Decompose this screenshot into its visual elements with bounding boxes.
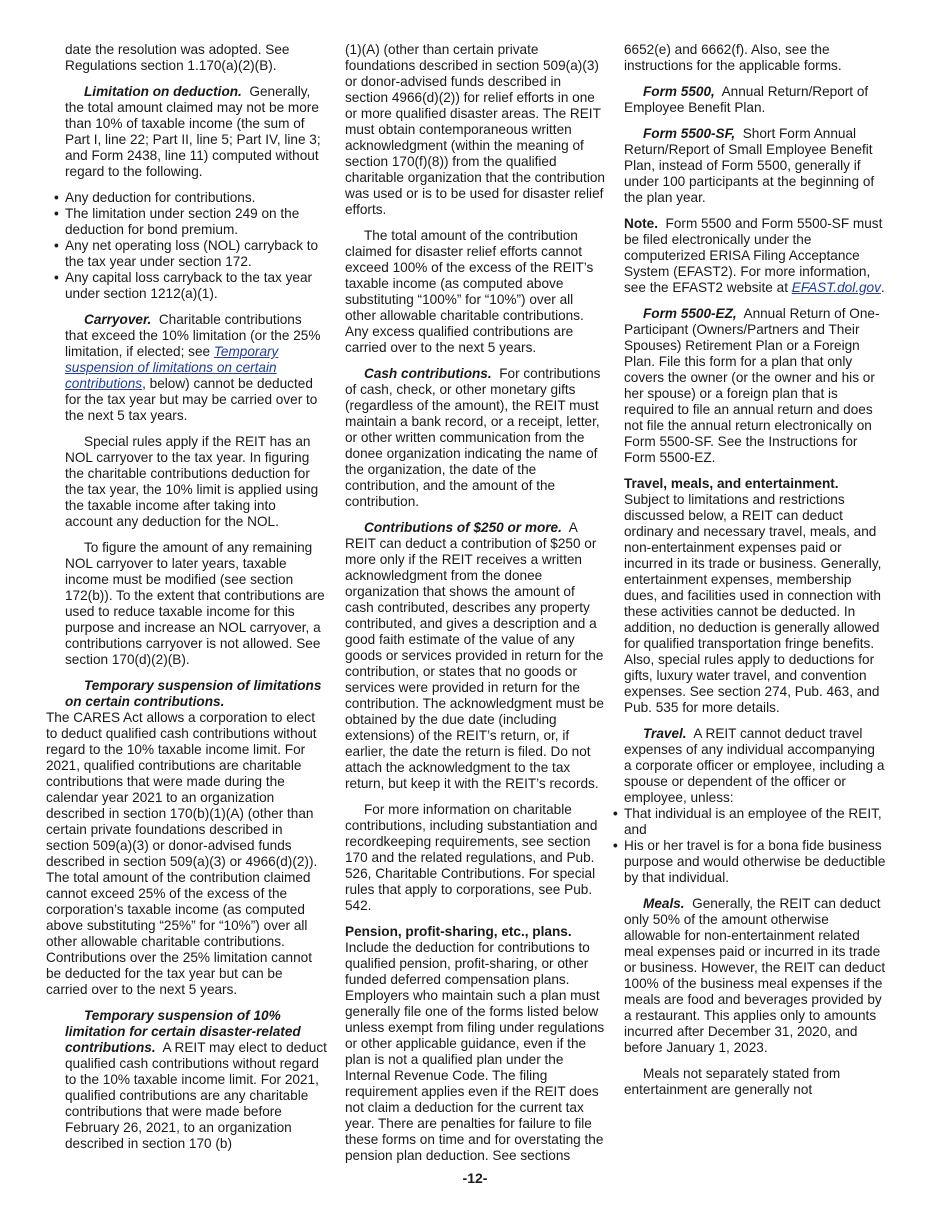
section-heading: Travel, meals, and entertainment. [624,476,839,491]
run-in-heading: Meals. [643,896,685,911]
paragraph: Meals not separately stated from entertainment are generally not [624,1066,841,1097]
run-in-heading: Travel. [643,726,687,741]
list-item [54,190,327,206]
paragraph-text: Charitable contributions that exceed the 10% limitation (or the 25% limitation, if elected; see [65,312,321,359]
list-item-text: Any capital loss carryback to the tax year under section 1212(a)(1). [65,270,313,301]
paragraph-text: Annual Return of One-Participant (Owners/Partners and Their Spouses) Retirement Plan or a Foreign Plan. File this form for a plan that only covers the owner (or the owner and his or her spouse) or a foreign plan that is required to file an annual return and does not file the annual return electronically on Form 5500-SF. See the Instructions for Form 5500-EZ. [624,306,880,465]
paragraph-text: Generally, the REIT can deduct only 50% of the amount otherwise allowable for non-entertainment related meal expenses paid or incurred in its trade or business. However, the REIT can deduct 100% of the business meal expenses if the meals are food and beverages provided by a restaurant. This applies only to amounts incurred after December 31, 2020, and before January 1, 2023. [624,896,886,1055]
run-in-heading: Carryover. [84,312,152,327]
efast-link[interactable]: EFAST.dol.gov [791,280,881,295]
paragraph: The total amount of the contribution claimed for disaster relief efforts cannot exceed 100% of the excess of the REIT’s taxable income (as computed above substituting “100%” for “10%”) over all other allowable charitable contributions. Any excess qualified contributions are carried over to the next 5 years. [345,228,594,355]
note-label: Note. [624,216,658,231]
paragraph-text: The CARES Act allows a corporation to elect to deduct qualified cash contributions without regard to the 10% taxable income limit. For 2021, qualified contributions are charitable contributions that were made during the calendar year 2021 to an organization described in section 170(b)(1)(A) (other than certain private foundations described in section 509(a)(3) or donor-advised funds described in section 509(a)(3) or 4966(d)(2)). The total amount of the contribution claimed cannot exceed 25% of the excess of the corporation’s taxable income (as computed above substituting “25%” for “10%”) over all other allowable charitable contributions. Contributions over the 25% limitation cannot be deducted for the tax year but can be carried over to the next 5 years. [46,710,318,997]
paragraph: (1)(A) (other than certain private foundations described in section 509(a)(3) or donor-advised funds described in section 4966(d)(2)) for relief efforts in one or more qualified disaster areas. The REIT must obtain contemporaneous written acknowledgment (within the meaning of section 170(f)(8)) from the qualified charitable organization that the contribution was used or is to be used for disaster relief efforts. [345,42,605,217]
list-item [613,806,886,838]
cash-contributions-paragraph [345,366,607,510]
bullet-icon: • [54,238,59,253]
column-3 [613,42,886,1108]
limitation-paragraph [65,84,327,180]
bullet-list [54,190,327,302]
paragraph-text: Form 5500 and Form 5500-SF must be filed electronically under the computerized ERISA Filing Acceptance System (EFAST2). For more information, see the EFAST2 website at [624,216,883,295]
list-item-text: That individual is an employee of the REIT, and [624,806,882,837]
bullet-icon: • [54,206,59,221]
travel-meals-paragraph [624,476,886,716]
paragraph-text: A REIT cannot deduct travel expenses of any individual accompanying a corporate officer or employee, including a spouse or dependent of the officer or employee, unless: [624,726,885,805]
run-in-heading: Form 5500-SF, [643,126,736,141]
paragraph-text: Annual Return/Report of Employee Benefit Plan. [624,84,869,115]
column-1 [46,42,327,1162]
run-in-heading: Temporary suspension of 10% limitation for certain disaster-related contributions. [65,1008,301,1055]
run-in-heading: Form 5500, [643,84,715,99]
list-item [54,270,327,302]
carryover-paragraph [65,312,327,424]
paragraph-text: . [880,280,885,295]
bullet-icon: • [54,270,59,285]
paragraph-text: A REIT can deduct a contribution of $250 or more only if the REIT receives a written acknowledgment from the donee organization that shows the amount of cash contributed, describes any property contributed, and gives a description and a good faith estimate of the value of any goods or services provided in return for the contribution, or states that no goods or services were provided in return for the contribution. The acknowledgment must be obtained by the due date (including extensions) of the REIT’s return, or, if earlier, the date the return is filed. Do not attach the acknowledgment to the tax return, but keep it with the REIT’s records. [345,520,604,791]
pension-paragraph [345,924,607,1164]
run-in-heading: Limitation on deduction. [84,84,242,99]
paragraph: date the resolution was adopted. See Regulations section 1.170(a)(2)(B). [65,42,290,73]
temporary-suspension-link[interactable]: Temporary suspension of limitations on certain contributions [65,344,279,391]
paragraph-text: Short Form Annual Return/Report of Small Employee Benefit Plan, instead of Form 5500, generally if under 100 participants at the beginning of the plan year. [624,126,875,205]
paragraph-text: , below) cannot be deducted for the tax year but may be carried over to the next 5 tax years. [65,376,318,423]
run-in-heading: Cash contributions. [364,366,492,381]
run-in-heading: Contributions of $250 or more. [364,520,562,535]
section-heading: Pension, profit-sharing, etc., plans. [345,924,572,939]
form-5500-paragraph [624,84,886,116]
meals-paragraph [624,896,886,1056]
list-item [54,206,327,238]
paragraph-text: For contributions of cash, check, or other monetary gifts (regardless of the amount), the REIT must maintain a bank record, or a receipt, letter, or other written communication from the donee organization indicating the name of the organization, the date of the contribution, and the amount of the contribution. [345,366,601,509]
list-item-text: His or her travel is for a bona fide business purpose and would otherwise be deductible by that individual. [624,838,886,885]
paragraph: Special rules apply if the REIT has an NOL carryover to the tax year. In figuring the charitable contributions deduction for the tax year, the 10% limit is applied using the taxable income after taking into account any deduction for the NOL. [65,434,319,529]
paragraph-text: Generally, the total amount claimed may not be more than 10% of taxable income (the sum of Part I, line 22; Part II, line 5; Part IV, line 3; and Form 2438, line 11) computed without regard to the following. [65,84,321,179]
paragraph-text: A REIT may elect to deduct qualified cash contributions without regard to the 10% taxable income limit. For 2021, qualified contributions are any charitable contributions that were made before February 26, 2021, to an organization described in section 170 (b) [65,1040,327,1151]
disaster-paragraph [65,1008,327,1152]
run-in-heading: Form 5500-EZ, [643,306,737,321]
paragraph-text: Subject to limitations and restrictions discussed below, a REIT can deduct ordinary and necessary travel, meals, and non-entertainment expenses paid or incurred in its trade or business. Generally, entertainment expenses, membership dues, and facilities used in connection with these activities cannot be deducted. In addition, no deduction is generally allowed for qualified transportation fringe benefits. Also, special rules apply to deductions for gifts, luxury water travel, and convention expenses. See section 274, Pub. 463, and Pub. 535 for more details. [624,492,882,715]
bullet-list [613,806,886,886]
paragraph: To figure the amount of any remaining NOL carryover to later years, taxable income must be modified (see section 172(b)). To the extent that contributions are used to reduce taxable income for this purpose and increase an NOL carryover, a contributions carryover is not allowed. See section 170(d)(2)(B). [65,540,325,667]
list-item [54,238,327,270]
note-paragraph [624,216,886,296]
contributions-250-paragraph [345,520,607,792]
paragraph: For more information on charitable contributions, including substantiation and recordkeeping requirements, see section 170 and the related regulations, and Pub. 526, Charitable Contributions. For special rules that apply to corporations, see Pub. 542. [345,802,598,913]
temporary-suspension-paragraph [46,678,327,998]
list-item [613,838,886,886]
list-item-text: Any net operating loss (NOL) carryback to the tax year under section 172. [65,238,319,269]
bullet-icon: • [613,838,618,853]
run-in-heading: Temporary suspension of limitations on certain contributions. [65,678,322,709]
paragraph: 6652(e) and 6662(f). Also, see the instructions for the applicable forms. [624,42,842,73]
page-number: -12- [462,1170,488,1186]
paragraph-text: Include the deduction for contributions to qualified pension, profit-sharing, or other funded deferred compensation plans. Employers who maintain such a plan must generally file one of the forms listed below unless exempt from filing under regulations or other applicable guidance, even if the plan is not a qualified plan under the Internal Revenue Code. The filing requirement applies even if the REIT does not claim a deduction for the current tax year. There are penalties for failure to file these forms on time and for overstating the pension plan deduction. See sections [345,940,605,1163]
bullet-icon: • [54,190,59,205]
list-item-text: The limitation under section 249 on the deduction for bond premium. [65,206,300,237]
bullet-icon: • [613,806,618,821]
column-2 [345,42,607,1174]
list-item-text: Any deduction for contributions. [65,190,256,205]
travel-paragraph [624,726,886,806]
form-5500-sf-paragraph [624,126,886,206]
form-5500-ez-paragraph [624,306,886,466]
